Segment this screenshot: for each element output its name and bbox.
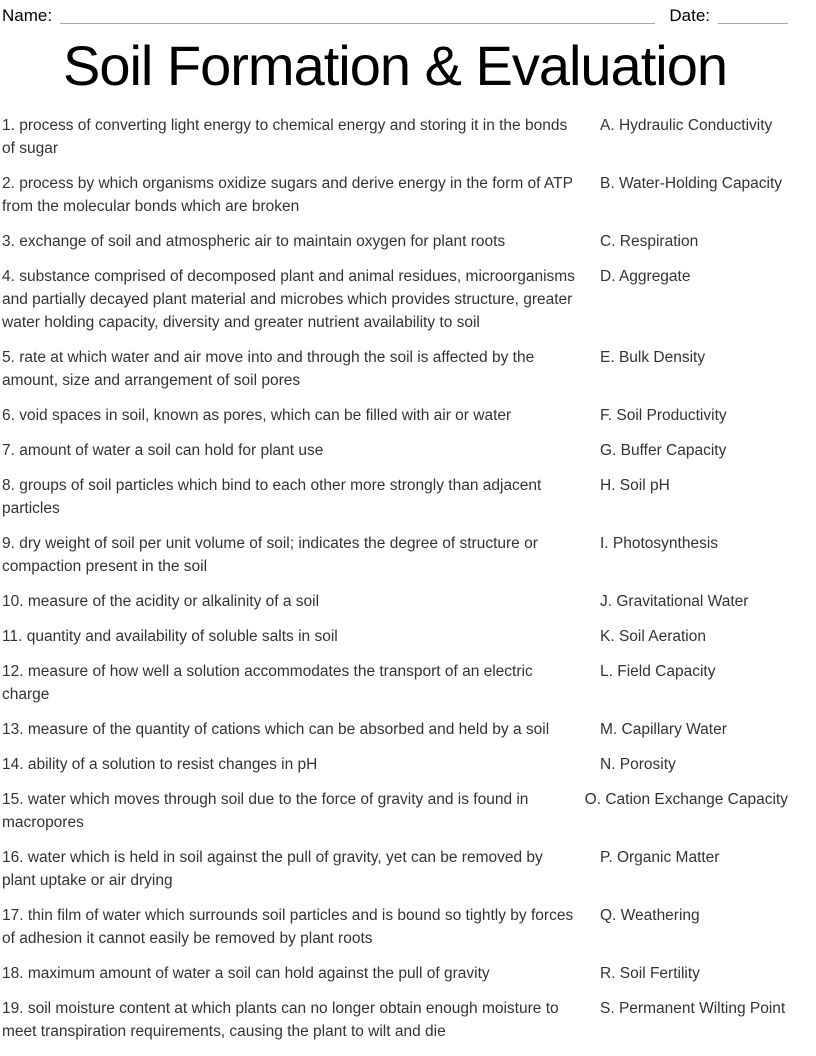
matching-row (2, 625, 788, 648)
matching-row (2, 904, 788, 950)
answer-option: P. Organic Matter (600, 849, 720, 867)
question-text: 9. dry weight of soil per unit volume of soil; indicates the degree of structure or compaction present in the soil (2, 535, 538, 576)
question-text: 8. groups of soil particles which bind to each other more strongly than adjacent particles (2, 477, 542, 518)
answer-option: N. Porosity (600, 756, 676, 774)
question-text: 6. void spaces in soil, known as pores, which can be filled with air or water (2, 407, 512, 425)
answer-option: C. Respiration (600, 233, 699, 251)
question-text: 4. substance comprised of decomposed plant and animal residues, microorganisms and partially decayed plant material and microbes which provides structure, greater water holding capacity, diversity and greater nutrient availability to soil (2, 268, 575, 332)
matching-row (2, 718, 788, 741)
answer-option: B. Water-Holding Capacity (600, 175, 783, 193)
matching-row (2, 532, 788, 578)
answer-option: I. Photosynthesis (600, 535, 719, 553)
answer-option: A. Hydraulic Conductivity (600, 117, 773, 135)
answer-option: R. Soil Fertility (600, 965, 700, 983)
answer-option: H. Soil pH (600, 477, 670, 495)
question-text: 11. quantity and availability of soluble salts in soil (2, 628, 338, 646)
matching-row (2, 660, 788, 706)
header (2, 4, 788, 26)
question-text: 19. soil moisture content at which plants can no longer obtain enough moisture to meet transpiration requirements, causing the plant to wilt and die (2, 1000, 559, 1041)
date-blank-line (718, 10, 788, 24)
question-text: 7. amount of water a soil can hold for plant use (2, 442, 324, 460)
question-text: 5. rate at which water and air move into and through the soil is affected by the amount, size and arrangement of soil pores (2, 349, 535, 390)
answer-option: O. Cation Exchange Capacity (584, 791, 788, 809)
matching-list (2, 114, 788, 1043)
answer-option: L. Field Capacity (600, 663, 716, 681)
question-text: 14. ability of a solution to resist changes in pH (2, 756, 318, 774)
matching-row (2, 962, 788, 985)
answer-option: K. Soil Aeration (600, 628, 706, 646)
matching-row (2, 846, 788, 892)
question-text: 17. thin film of water which surrounds soil particles and is bound so tightly by forces of adhesion it cannot easily be removed by plant roots (2, 907, 574, 948)
question-text: 2. process by which organisms oxidize sugars and derive energy in the form of ATP from the molecular bonds which are broken (2, 175, 573, 216)
question-text: 12. measure of how well a solution accommodates the transport of an electric charge (2, 663, 533, 704)
question-text: 10. measure of the acidity or alkalinity of a soil (2, 593, 320, 611)
name-blank-line (60, 10, 655, 24)
matching-row (2, 439, 788, 462)
question-text: 15. water which moves through soil due to the force of gravity and is found in macropores (2, 791, 529, 832)
matching-row (2, 404, 788, 427)
question-text: 1. process of converting light energy to chemical energy and storing it in the bonds of sugar (2, 117, 568, 158)
answer-option: F. Soil Productivity (600, 407, 727, 425)
answer-option: M. Capillary Water (600, 721, 727, 739)
answer-option: Q. Weathering (600, 907, 700, 925)
question-text: 3. exchange of soil and atmospheric air to maintain oxygen for plant roots (2, 233, 506, 251)
answer-option: E. Bulk Density (600, 349, 706, 367)
matching-row (2, 788, 788, 834)
worksheet-title: Soil Formation & Evaluation (62, 34, 727, 97)
matching-row (2, 590, 788, 613)
question-text: 16. water which is held in soil against the pull of gravity, yet can be removed by plant uptake or air drying (2, 849, 543, 890)
matching-row (2, 753, 788, 776)
matching-row (2, 265, 788, 334)
answer-option: J. Gravitational Water (600, 593, 749, 611)
matching-row (2, 230, 788, 253)
matching-row (2, 172, 788, 218)
date-label: Date: (669, 6, 710, 25)
answer-option: S. Permanent Wilting Point (600, 1000, 786, 1018)
matching-row (2, 474, 788, 520)
name-label: Name: (2, 6, 53, 25)
question-text: 18. maximum amount of water a soil can hold against the pull of gravity (2, 965, 490, 983)
matching-row (2, 114, 788, 160)
matching-row (2, 346, 788, 392)
question-text: 13. measure of the quantity of cations which can be absorbed and held by a soil (2, 721, 550, 739)
answer-option: D. Aggregate (600, 268, 691, 286)
matching-row (2, 997, 788, 1043)
answer-option: G. Buffer Capacity (600, 442, 727, 460)
